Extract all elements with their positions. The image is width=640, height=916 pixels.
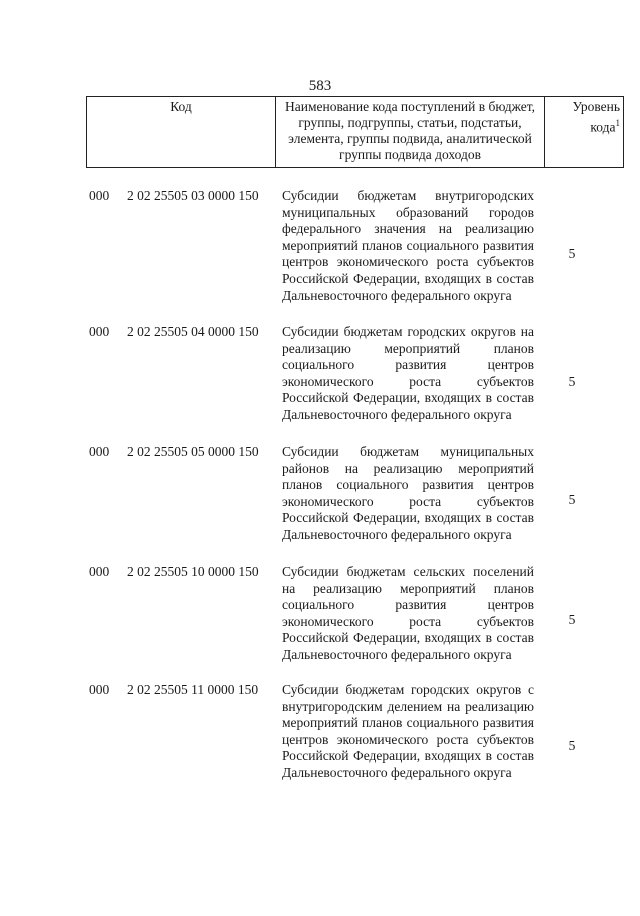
header-name: Наименование кода поступлений в бюджет, группы, подгруппы, статьи, подстатьи, элемента, группы подвида, аналитической группы подвида доходов <box>276 97 545 168</box>
row-level: 5 <box>568 374 576 389</box>
row-name: Субсидии бюджетам городских округов на реализацию мероприятий планов социального развития центров экономического роста субъектов Российской Федерации, входящих в состав Дальневосточного федерального округа <box>282 324 534 422</box>
row-budget-code: 2 02 25505 03 0000 150 <box>127 188 259 203</box>
row-admin-code: 000 <box>89 564 110 579</box>
row-name: Субсидии бюджетам городских округов с внутригородским делением на реализацию мероприятий планов социального развития центров экономического роста субъектов Российской Федерации, входящих в состав Дальневосточного федерального округа <box>282 682 534 780</box>
row-name: Субсидии бюджетам сельских поселений на реализацию мероприятий планов социального развития центров экономического роста субъектов Российской Федерации, входящих в состав Дальневосточного федерального округа <box>282 564 534 662</box>
header-level-footnote: 1 <box>615 118 620 128</box>
header-level: Уровень кода <box>572 99 620 135</box>
row-admin-code: 000 <box>89 324 110 339</box>
header-code: Код <box>87 97 276 168</box>
table-header <box>86 96 624 168</box>
row-budget-code: 2 02 25505 11 0000 150 <box>127 682 259 697</box>
row-budget-code: 2 02 25505 10 0000 150 <box>127 564 259 579</box>
row-admin-code: 000 <box>89 682 110 697</box>
page-number: 583 <box>308 78 332 94</box>
header-level-cell <box>545 97 624 168</box>
row-level: 5 <box>568 492 576 507</box>
row-name: Субсидии бюджетам муниципальных районов на реализацию мероприятий планов социального развития центров экономического роста субъектов Российской Федерации, входящих в состав Дальневосточного федерального округа <box>282 444 534 542</box>
row-name: Субсидии бюджетам внутригородских муниципальных образований городов федерального значения на реализацию мероприятий планов социального развития центров экономического роста субъектов Российской Федерации, входящих в состав Дальневосточного федерального округа <box>282 188 534 303</box>
row-admin-code: 000 <box>89 444 110 459</box>
row-level: 5 <box>568 612 576 627</box>
row-admin-code: 000 <box>89 188 110 203</box>
row-budget-code: 2 02 25505 05 0000 150 <box>127 444 259 459</box>
row-level: 5 <box>568 738 576 753</box>
row-budget-code: 2 02 25505 04 0000 150 <box>127 324 259 339</box>
row-level: 5 <box>568 246 576 261</box>
